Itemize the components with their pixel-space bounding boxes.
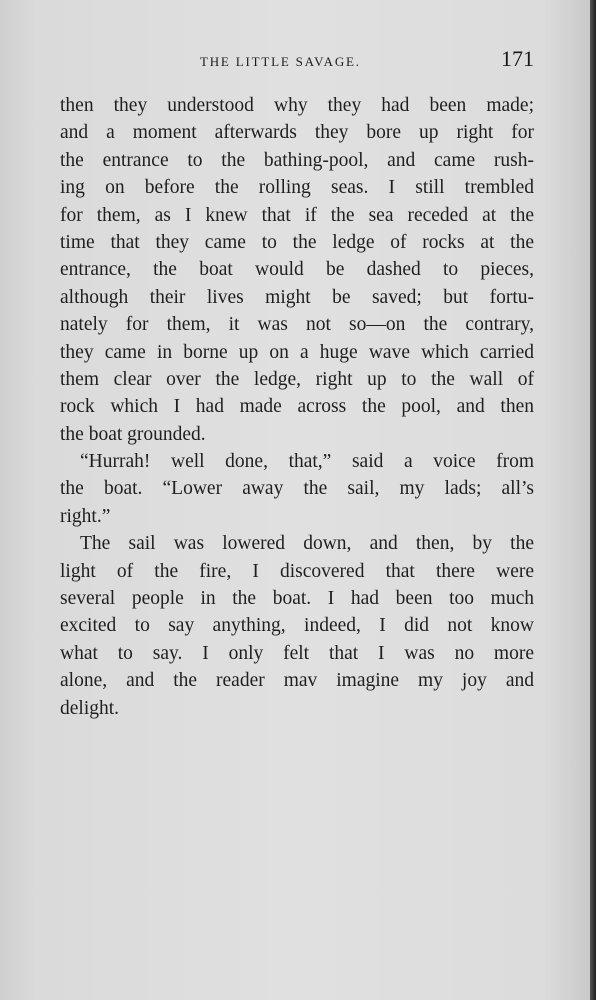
text-line: the boat grounded.: [60, 423, 206, 445]
text-line: and a moment afterwards they bore up right for: [60, 122, 534, 144]
text-line: excited to say anything, indeed, I did not know: [60, 615, 534, 637]
text-line: right.”: [60, 505, 111, 527]
text-line: them clear over the ledge, right up to the wall of: [60, 368, 534, 390]
text-line: nately for them, it was not so—on the contrary,: [60, 314, 534, 336]
text-line: ing on before the rolling seas. I still trembled: [60, 177, 534, 199]
book-spine-shadow: [590, 0, 596, 1000]
text-line: several people in the boat. I had been too much: [60, 588, 534, 610]
text-line: rock which I had made across the pool, and then: [60, 396, 534, 418]
text-line: “Hurrah! well done, that,” said a voice from: [80, 451, 534, 473]
text-line: The sail was lowered down, and then, by the: [80, 533, 534, 555]
text-line: alone, and the reader mav imagine my joy and: [60, 670, 534, 692]
text-line: the entrance to the bathing-pool, and came rush-: [60, 149, 534, 171]
page-number: 171: [501, 46, 534, 71]
text-line: although their lives might be saved; but fortu-: [60, 286, 534, 308]
paragraph: [60, 448, 534, 530]
text-line: time that they came to the ledge of rocks at the: [60, 231, 534, 253]
paragraph: [60, 92, 534, 448]
body-text: [60, 92, 534, 722]
running-title: THE LITTLE SAVAGE.: [200, 54, 361, 69]
text-line: the boat. “Lower away the sail, my lads; all’s: [60, 478, 534, 500]
page-header: [60, 46, 536, 76]
text-line: what to say. I only felt that I was no more: [60, 642, 534, 664]
text-line: they came in borne up on a huge wave which carried: [60, 341, 534, 363]
text-line: then they understood why they had been made;: [60, 95, 534, 116]
text-line: delight.: [60, 697, 120, 719]
paragraph: [60, 530, 534, 722]
text-line: entrance, the boat would be dashed to pieces,: [60, 259, 534, 281]
text-line: for them, as I knew that if the sea receded at the: [60, 204, 534, 226]
text-line: light of the fire, I discovered that there were: [60, 560, 534, 582]
